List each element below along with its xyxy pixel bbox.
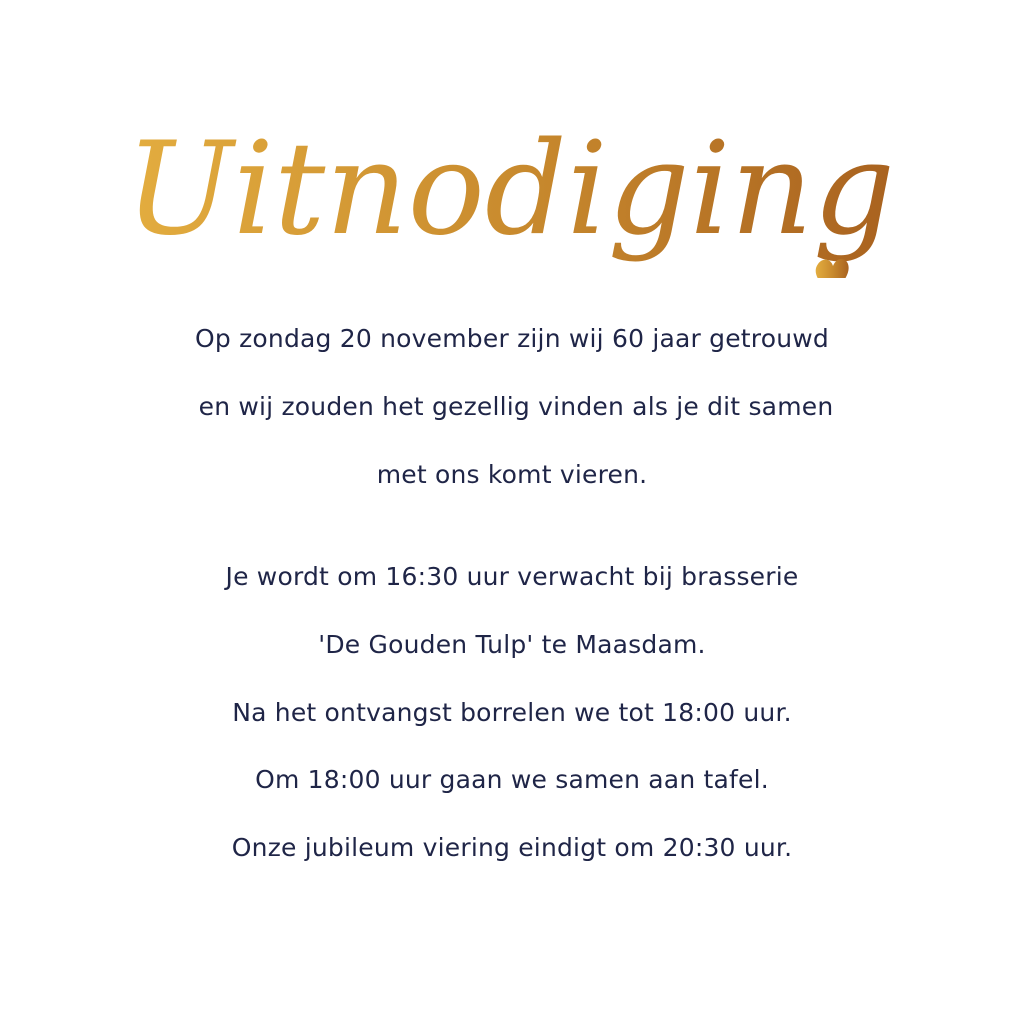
text-line: Onze jubileum viering eindigt om 20:30 uur. (231, 833, 793, 862)
text-line: en wij zouden het gezellig vinden als je dit samen (198, 392, 834, 421)
page-title: Uitnodiging (125, 115, 895, 264)
text-line: 'De Gouden Tulp' te Maasdam. (318, 630, 706, 659)
text-line: Om 18:00 uur gaan we samen aan tafel. (255, 765, 769, 794)
text-line: Je wordt om 16:30 uur verwacht bij brasserie (225, 562, 799, 591)
text-line: met ons komt vieren. (376, 460, 648, 489)
title-graphic (0, 108, 1024, 278)
text-line: Op zondag 20 november zijn wij 60 jaar getrouwd (195, 324, 829, 353)
title-block (0, 108, 1024, 278)
text-line: Na het ontvangst borrelen we tot 18:00 uur. (232, 698, 792, 727)
